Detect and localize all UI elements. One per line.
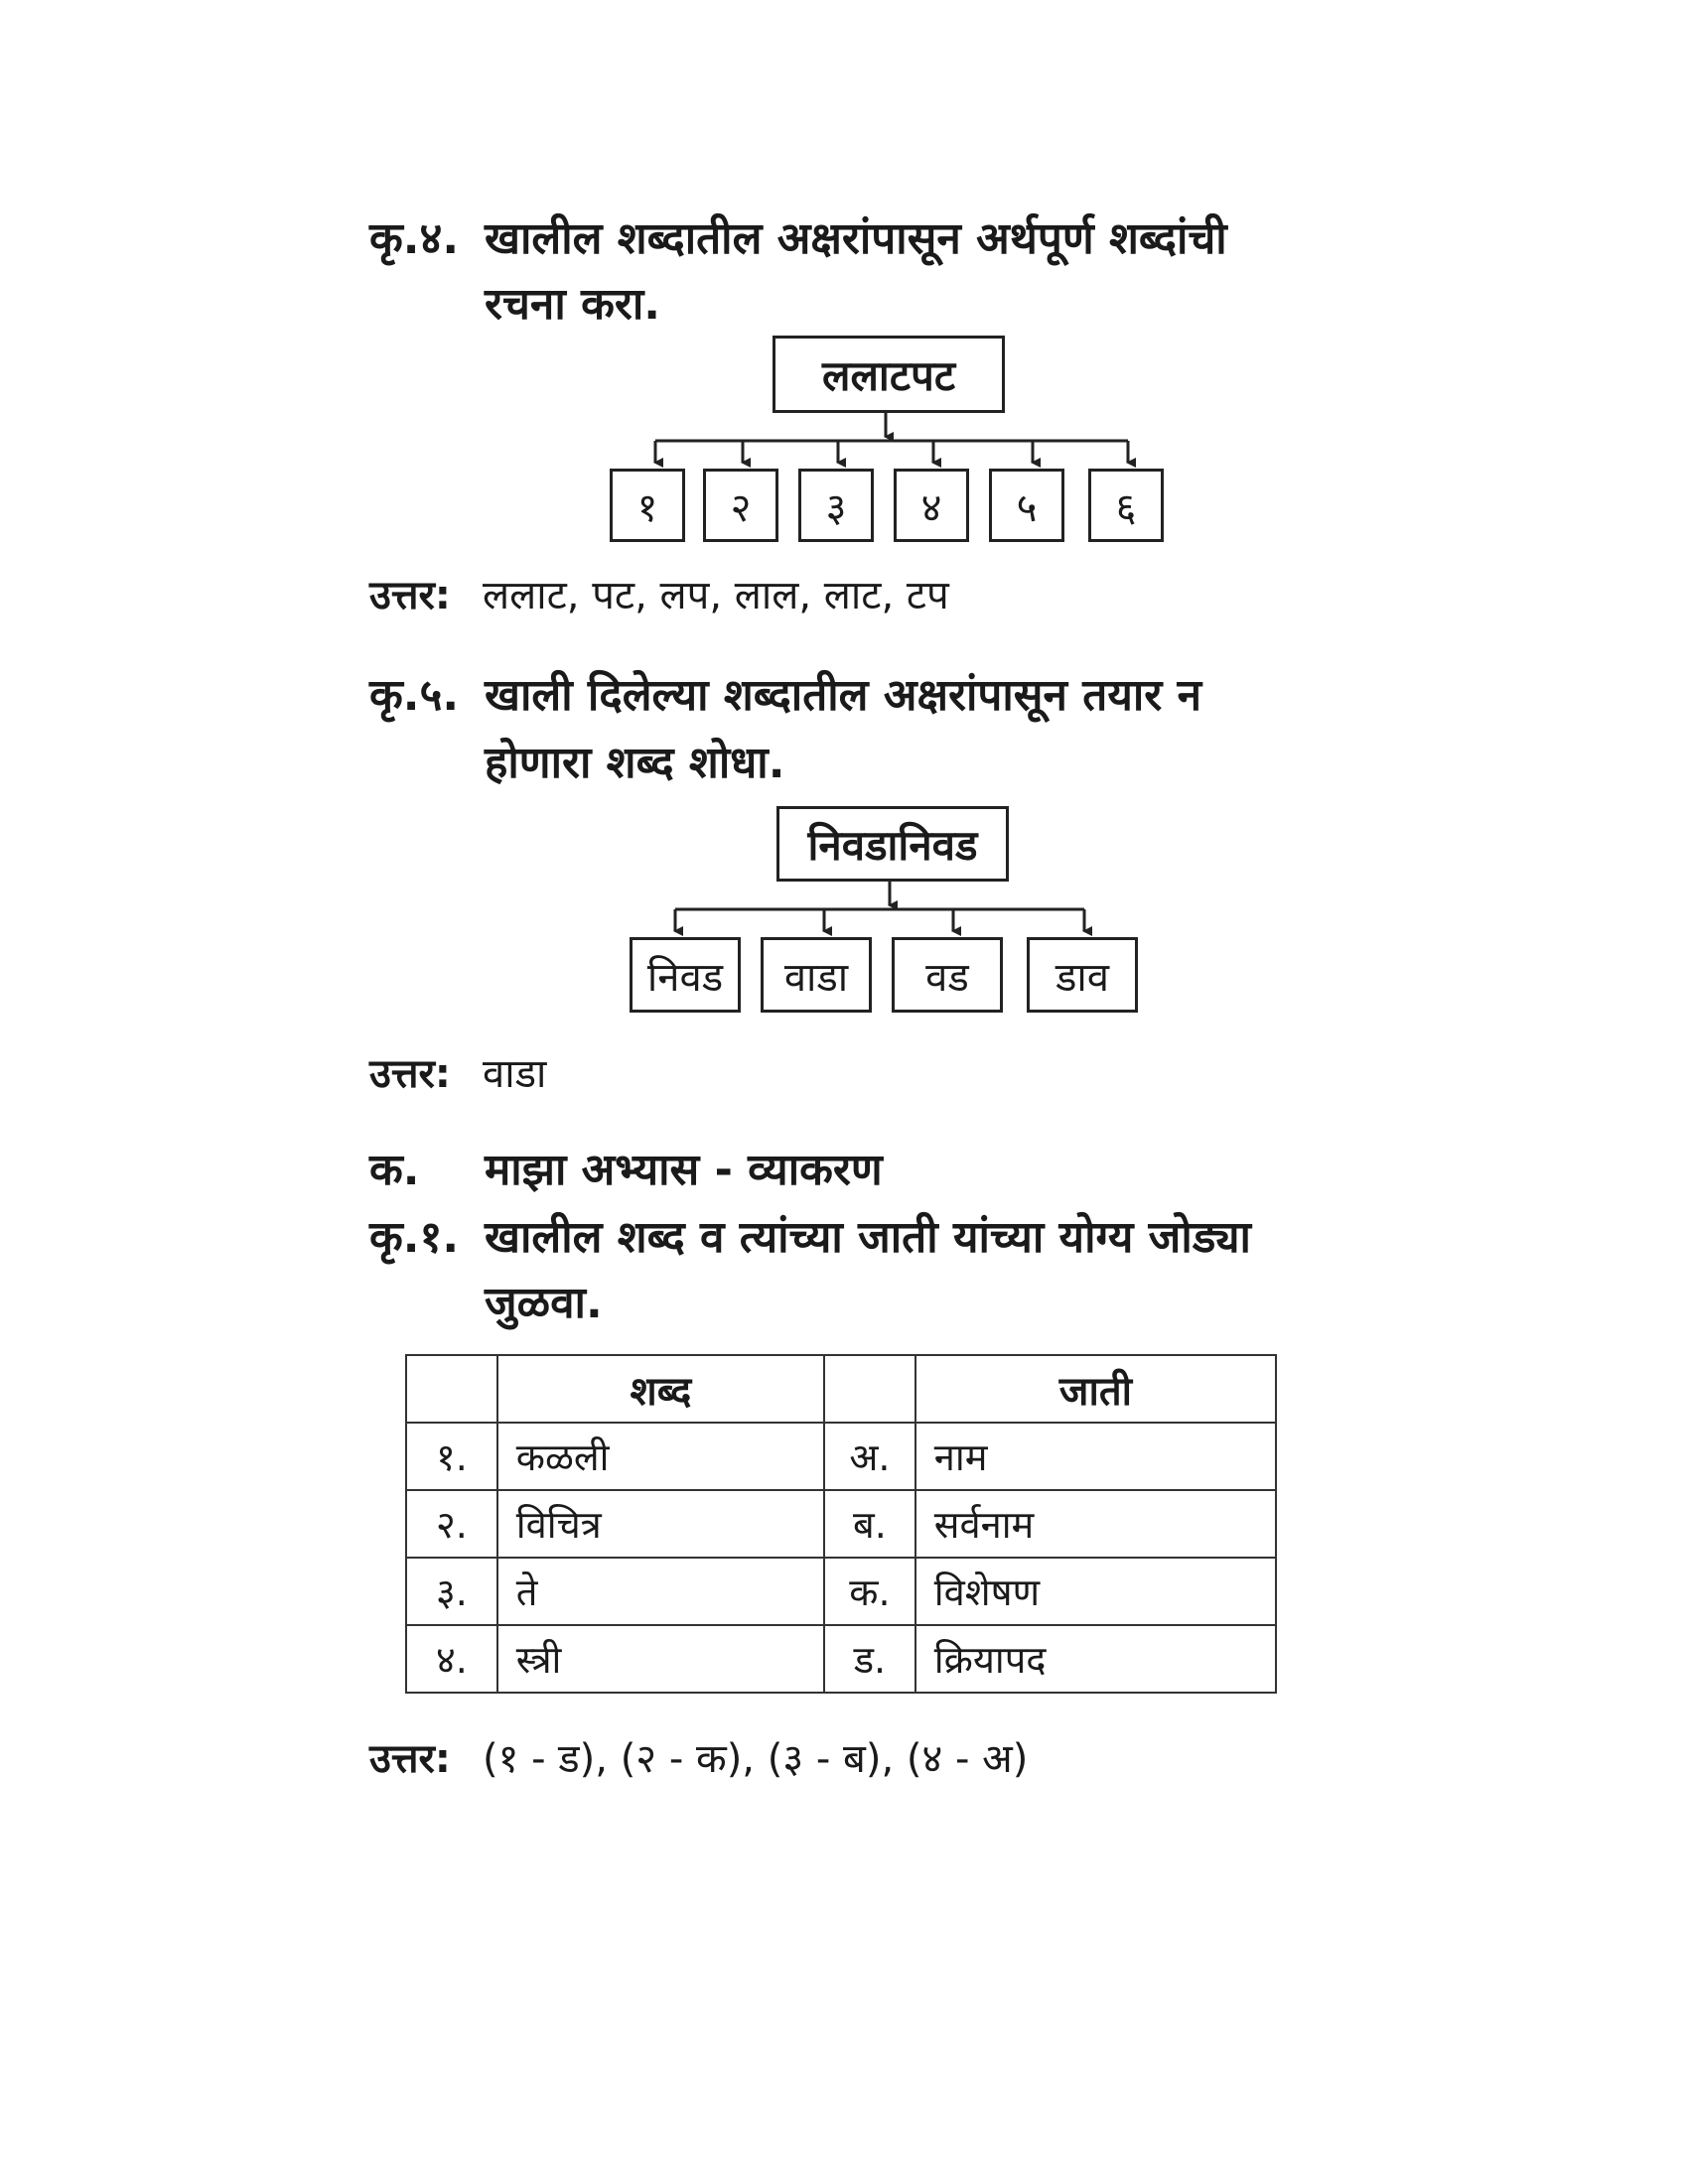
q5-root-word-box: निवडानिवड (776, 806, 1009, 882)
table-cell: क्रियापद (915, 1625, 1276, 1693)
table-cell: अ. (824, 1423, 915, 1490)
table-cell: ३. (406, 1558, 497, 1625)
q1-label: कृ.१. (369, 1212, 460, 1263)
q4-question-line2: रचना करा. (485, 279, 660, 330)
q4-box-1: १ (610, 469, 685, 542)
table-cell: विशेषण (915, 1558, 1276, 1625)
table-cell: ब. (824, 1490, 915, 1558)
q4-question-line1: खालील शब्दातील अक्षरांपासून अर्थपूर्ण शब्दांची (485, 213, 1227, 264)
table-header-row (406, 1355, 1276, 1423)
q4-label: कृ.४. (369, 213, 460, 264)
q4-box-4: ४ (894, 469, 969, 542)
q1-question-line1: खालील शब्द व त्यांच्या जाती यांच्या योग्य जोड्या (485, 1212, 1251, 1263)
q5-answer: वाडा (483, 1051, 547, 1097)
match-table (405, 1354, 1277, 1694)
q5-box-1: निवड (630, 937, 741, 1013)
table-header-cell (824, 1355, 915, 1423)
section-title: माझा अभ्यास - व्याकरण (485, 1145, 883, 1195)
q4-box-6: ६ (1088, 469, 1164, 542)
table-header-cell: जाती (915, 1355, 1276, 1423)
q4-root-word-box: ललाटपट (773, 336, 1005, 413)
table-cell: ४. (406, 1625, 497, 1693)
q5-label: कृ.५. (369, 670, 460, 721)
q4-box-3: ३ (798, 469, 874, 542)
table-header-cell: शब्द (497, 1355, 824, 1423)
q4-box-5: ५ (989, 469, 1064, 542)
table-row (406, 1625, 1276, 1693)
q5-box-4: डाव (1027, 937, 1138, 1013)
table-row (406, 1423, 1276, 1490)
q5-question-line1: खाली दिलेल्या शब्दातील अक्षरांपासून तयार न (485, 670, 1201, 721)
q4-answer: ललाट, पट, लप, लाल, लाट, टप (483, 573, 949, 618)
table-cell: १. (406, 1423, 497, 1490)
table-cell: नाम (915, 1423, 1276, 1490)
table-header-cell (406, 1355, 497, 1423)
q4-box-2: २ (703, 469, 778, 542)
table-row (406, 1558, 1276, 1625)
q5-answer-label: उत्तर: (369, 1051, 451, 1097)
table-cell: ड. (824, 1625, 915, 1693)
table-cell: ते (497, 1558, 824, 1625)
q1-answer-label: उत्तर: (369, 1736, 451, 1782)
table-row (406, 1490, 1276, 1558)
q5-box-2: वाडा (761, 937, 872, 1013)
table-cell: २. (406, 1490, 497, 1558)
section-label: क. (369, 1145, 420, 1195)
q1-question-line2: जुळवा. (485, 1278, 603, 1328)
q5-question-line2: होणारा शब्द शोधा. (485, 738, 785, 788)
q1-answer: (१ - ड), (२ - क), (३ - ब), (४ - अ) (483, 1736, 1029, 1782)
table-cell: स्त्री (497, 1625, 824, 1693)
table-cell: सर्वनाम (915, 1490, 1276, 1558)
q5-box-3: वड (892, 937, 1003, 1013)
table-cell: क. (824, 1558, 915, 1625)
table-cell: कळली (497, 1423, 824, 1490)
table-cell: विचित्र (497, 1490, 824, 1558)
q4-answer-label: उत्तर: (369, 573, 451, 618)
